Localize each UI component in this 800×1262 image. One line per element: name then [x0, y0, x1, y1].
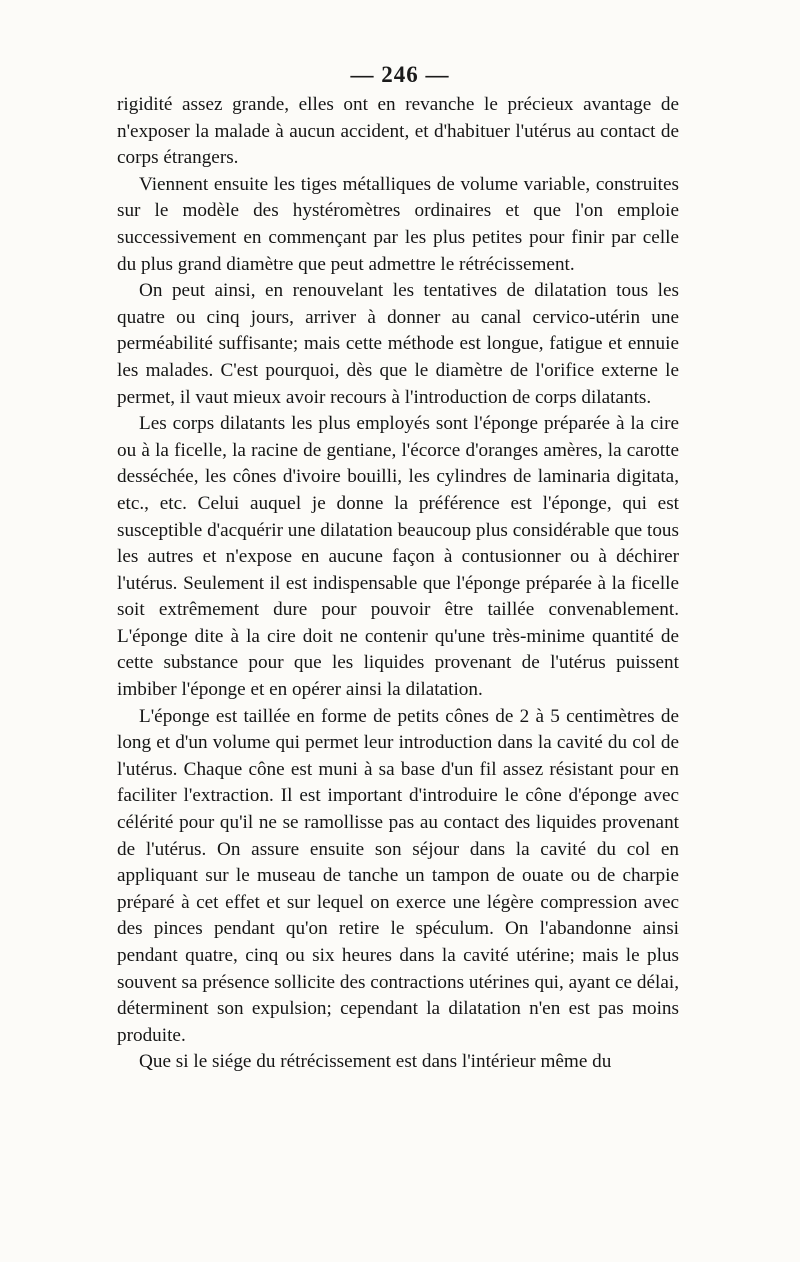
paragraph-3: On peut ainsi, en renouvelant les tentatives de dilatation tous les quatre ou cinq jours, arriver à donner au canal cervico-utérin une perméabilité suffisante; mais cette méthode est longue, fatigue et ennuie les malades. C'est pourquoi, dès que le diamètre de l'orifice externe le permet, il vaut mieux avoir recours à l'introduction de corps dilatants.	[117, 280, 679, 408]
paragraph-6: Que si le siége du rétrécissement est dans l'intérieur même du	[139, 1051, 612, 1073]
paragraph-2: Viennent ensuite les tiges métalliques de volume variable, construites sur le modèle des hystéromètres ordinaires et que l'on emploie successivement en commençant par les plus petites pour finir par celle du plus grand diamètre que peut admettre le rétrécissement.	[117, 173, 679, 275]
body-text	[117, 92, 679, 1076]
paragraph-1: rigidité assez grande, elles ont en revanche le précieux avantage de n'exposer la malade à aucun accident, et d'habituer l'utérus au contact de corps étrangers.	[117, 94, 679, 169]
page-number: — 246 —	[350, 62, 450, 87]
paragraph-4: Les corps dilatants les plus employés sont l'éponge préparée à la cire ou à la ficelle, la racine de gentiane, l'écorce d'oranges amères, la carotte desséchée, les cônes d'ivoire bouilli, les cylindres de laminaria digitata, etc., etc. Celui auquel je donne la préférence est l'éponge, qui est susceptible d'acquérir une dilatation beaucoup plus considérable que tous les autres et n'expose en aucune façon à contusionner ou à déchirer l'utérus. Seulement il est indispensable que l'éponge préparée à la ficelle soit extrêmement dure pour pouvoir être taillée convenablement. L'éponge dite à la cire doit ne contenir qu'une très-minime quantité de cette substance pour que les liquides provenant de l'utérus puissent imbiber l'éponge et en opérer ainsi la dilatation.	[117, 413, 679, 701]
paragraph-5: L'éponge est taillée en forme de petits cônes de 2 à 5 centimètres de long et d'un volume qui permet leur introduction dans la cavité du col de l'utérus. Chaque cône est muni à sa base d'un fil assez résistant pour en faciliter l'extraction. Il est important d'introduire le cône d'éponge avec célérité pour qu'il ne se ramollisse pas au contact des liquides provenant de l'utérus. On assure ensuite son séjour dans la cavité du col en appliquant sur le museau de tanche un tampon de ouate ou de charpie préparé à cet effet et sur lequel on exerce une légère compression avec des pinces pendant qu'on retire le spéculum. On l'abandonne ainsi pendant quatre, cinq ou six heures dans la cavité utérine; mais le plus souvent sa présence sollicite des contractions utérines qui, ayant ce délai, déterminent son expulsion; cependant la dilatation n'en est pas moins produite.	[117, 705, 679, 1046]
